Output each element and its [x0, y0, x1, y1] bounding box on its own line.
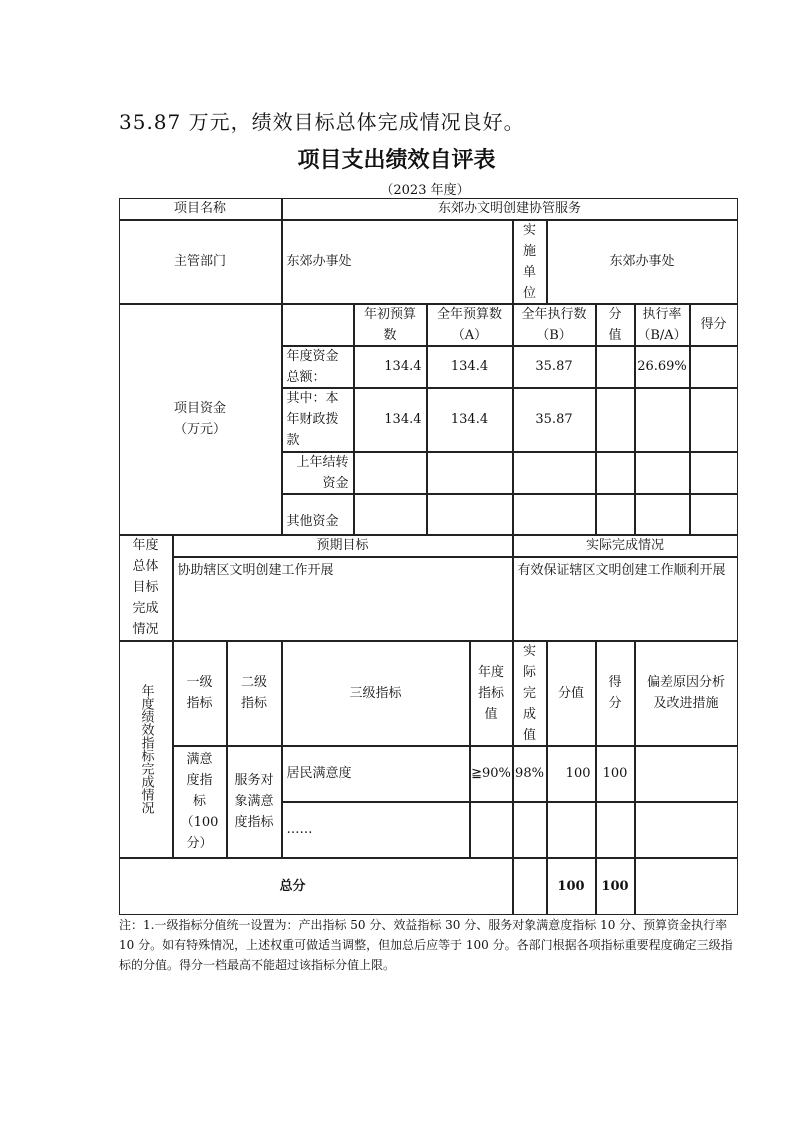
funds-cell: 26.69%: [635, 346, 690, 388]
funds-header: 年初预算数: [354, 304, 427, 346]
total-score-value: 100: [547, 858, 596, 915]
actual-value: 98%: [513, 746, 547, 802]
funds-cell: 134.4: [354, 346, 427, 388]
indicator-header: 得分: [596, 641, 635, 746]
actual-goal-header: 实际完成情况: [513, 535, 738, 557]
level3-indicator: ……: [282, 802, 470, 858]
funds-header: 全年执行数（B）: [513, 304, 596, 346]
indicator-header: 二级指标: [227, 641, 282, 746]
impl-label: 实施单位: [513, 220, 547, 304]
funds-cell: [427, 494, 513, 535]
funds-header-blank: [282, 304, 354, 346]
expected-goal-header: 预期目标: [173, 535, 513, 557]
funds-cell: [513, 494, 596, 535]
indicator-header: 实际完成值: [513, 641, 547, 746]
total-analysis: [635, 858, 738, 915]
funds-header: 全年预算数（A）: [427, 304, 513, 346]
project-name-label: 项目名称: [119, 198, 282, 220]
dept-label: 主管部门: [119, 220, 282, 304]
score-value: 100: [547, 746, 596, 802]
funds-header: 执行率（B/A）: [635, 304, 690, 346]
funds-cell: [596, 494, 635, 535]
funds-cell: [635, 388, 690, 452]
funds-cell: [635, 452, 690, 494]
indicator-header: 偏差原因分析及改进措施: [635, 641, 738, 746]
funds-row-label: 年度资金总额：: [282, 346, 354, 388]
funds-header: 得分: [690, 304, 738, 346]
funds-cell: [690, 494, 738, 535]
actual-value: [513, 802, 547, 858]
funds-cell: 134.4: [427, 346, 513, 388]
indicator-header: 三级指标: [282, 641, 470, 746]
target-value: ≧90%: [470, 746, 513, 802]
score: [596, 802, 635, 858]
score-value: [547, 802, 596, 858]
actual-goal: 有效保证辖区文明创建工作顺利开展: [513, 557, 738, 641]
funds-label: 项目资金（万元）: [119, 304, 282, 535]
level1-indicator: 满意度指标（100分）: [173, 746, 227, 858]
funds-cell: 35.87: [513, 388, 596, 452]
funds-header: 分值: [596, 304, 635, 346]
goals-label: 年度总体目标完成情况: [119, 535, 173, 641]
funds-cell: [635, 494, 690, 535]
intro-text: 35.87 万元，绩效目标总体完成情况良好。: [119, 110, 525, 134]
funds-cell: [596, 388, 635, 452]
expected-goal: 协助辖区文明创建工作开展: [173, 557, 513, 641]
funds-cell: 35.87: [513, 346, 596, 388]
funds-cell: [427, 452, 513, 494]
funds-row-label: 其他资金: [282, 494, 354, 535]
indicator-header: 分值: [547, 641, 596, 746]
indicator-header: 一级指标: [173, 641, 227, 746]
analysis: [635, 802, 738, 858]
total-actual: [513, 858, 547, 915]
analysis: [635, 746, 738, 802]
funds-cell: [690, 452, 738, 494]
footnote: 注：1.一级指标分值统一设置为：产出指标 50 分、效益指标 30 分、服务对象满意度指标 10 分、预算资金执行率 10 分。如有特殊情况，上述权重可做适当调整，但加总后应等于 100 分。各部门根据各项指标重要程度确定三级指标的分值。得分一档最高不能超过该指标分值上限。: [119, 918, 733, 972]
indicators-label-text: 年度绩效指标完成情况: [138, 684, 154, 814]
funds-row-label: 上年结转资金: [282, 452, 354, 494]
indicator-header: 年度指标值: [470, 641, 513, 746]
funds-cell: 134.4: [354, 388, 427, 452]
target-value: [470, 802, 513, 858]
funds-cell: [596, 346, 635, 388]
indicators-label: [119, 641, 173, 858]
funds-cell: [596, 452, 635, 494]
project-name: 东郊办文明创建协管服务: [282, 198, 738, 220]
total-label: 总分: [119, 858, 513, 915]
level3-indicator: 居民满意度: [282, 746, 470, 802]
total-score: 100: [596, 858, 635, 915]
funds-cell: [690, 388, 738, 452]
score: 100: [596, 746, 635, 802]
funds-row-label: 其中：本年财政拨款: [282, 388, 354, 452]
funds-cell: [354, 494, 427, 535]
impl-value: 东郊办事处: [547, 220, 738, 304]
dept-value: 东郊办事处: [282, 220, 513, 304]
page-title: 项目支出绩效自评表: [297, 148, 496, 173]
funds-cell: [354, 452, 427, 494]
funds-cell: [513, 452, 596, 494]
level2-indicator: 服务对象满意度指标: [227, 746, 282, 858]
funds-cell: [690, 346, 738, 388]
year-label: （2023 年度）: [380, 183, 470, 198]
funds-cell: 134.4: [427, 388, 513, 452]
